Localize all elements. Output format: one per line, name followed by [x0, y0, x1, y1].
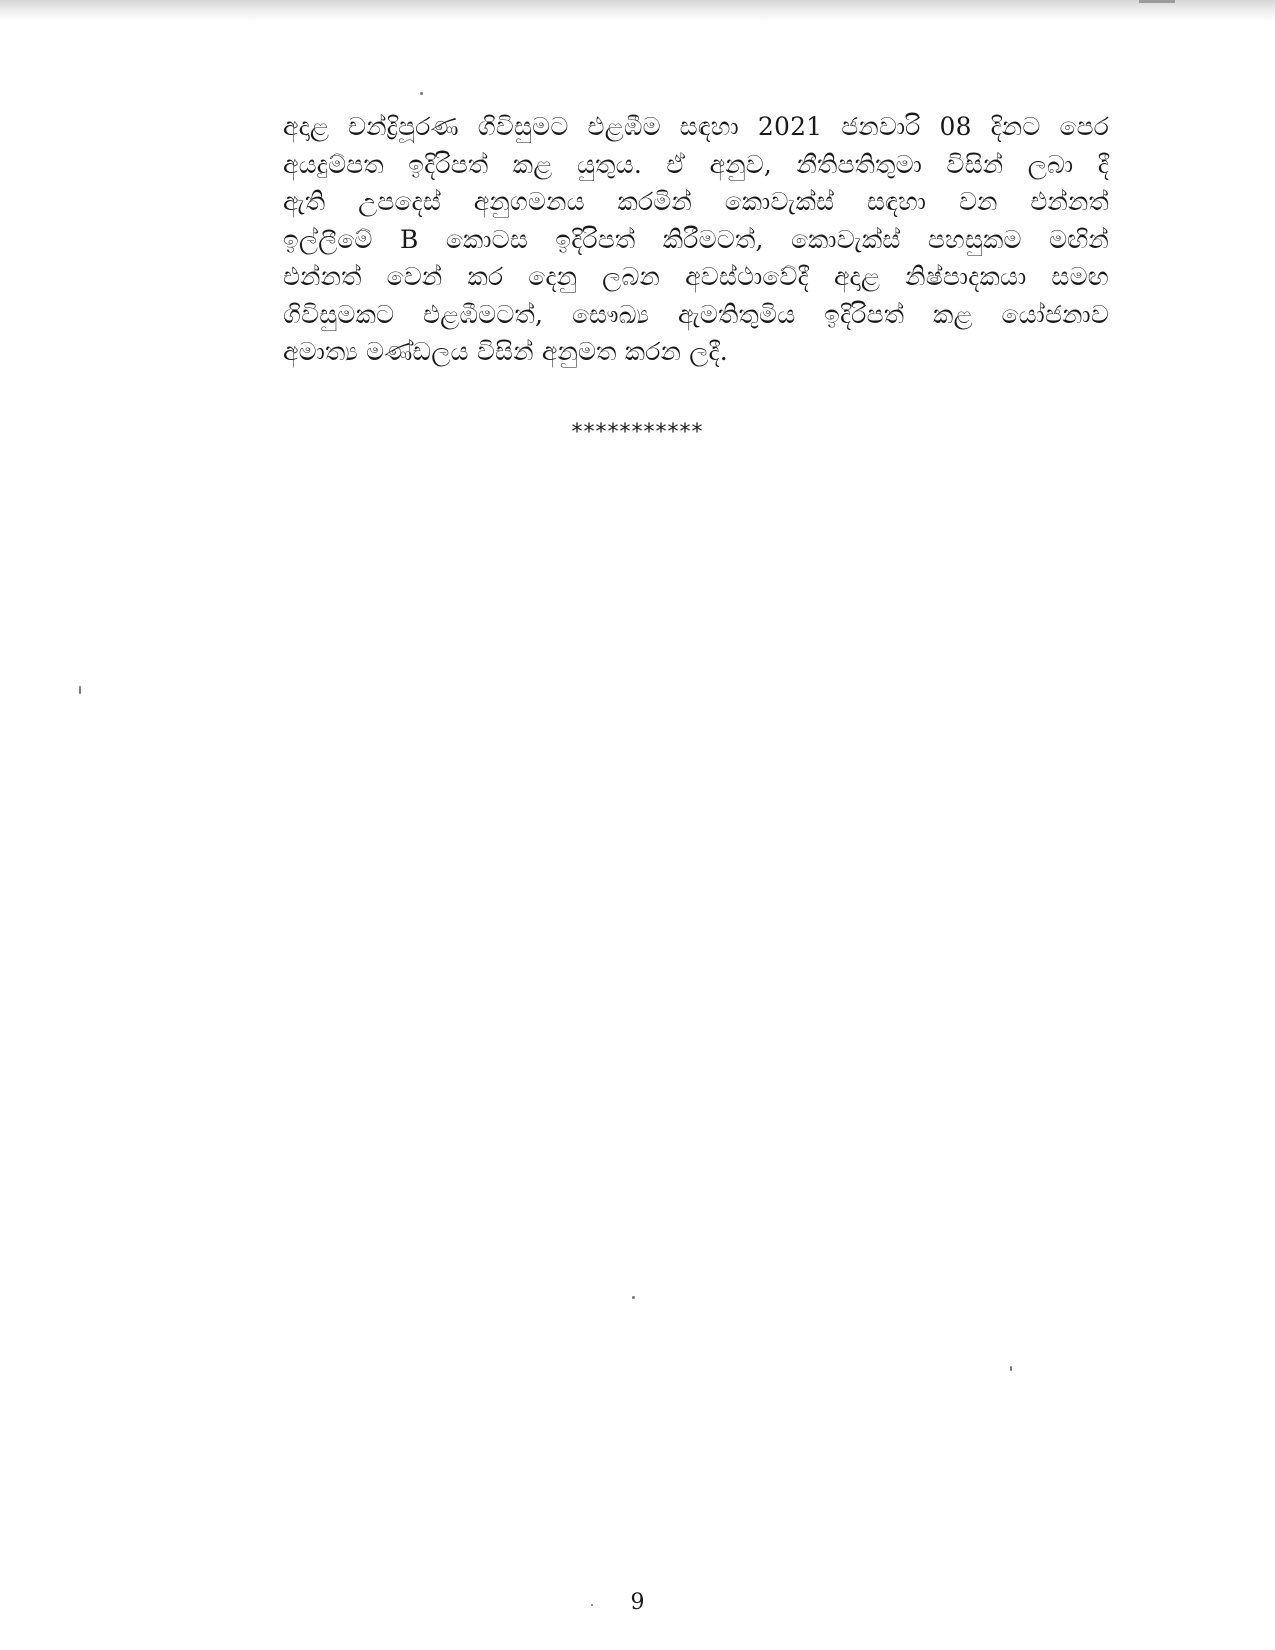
body-paragraph: [283, 108, 1109, 371]
paragraph-line: අමාත්‍ය මණ්ඩලය විසින් අනුමත කරන ලදී.: [283, 337, 728, 366]
paragraph-line: ගිවිසුමකට එළඹීමටත්, සෞඛ්‍ය ඇමතිතුමිය ඉදිරිපත් කළ යෝජනාව: [283, 299, 1109, 329]
paragraph-line: එන්නත් වෙන් කර දෙනු ලබන අවස්ථාවේදී අදාළ නිෂ්පාදකයා සමඟ: [283, 262, 1109, 291]
scan-speck: [1010, 1366, 1012, 1371]
page-number: 9: [630, 1590, 645, 1615]
scan-shadow: [0, 0, 1275, 22]
scan-speck: [632, 1296, 635, 1299]
paragraph-line: ඉල්ලීමේ B කොටස ඉදිරිපත් කිරීමටත්, කොවැක්ස් පහසුකම මඟින්: [283, 224, 1109, 254]
paragraph-line: අයදුම්පත ඉදිරිපත් කළ යුතුය. ඒ අනුව, නීතිපතිතුමා විසින් ලබා දී: [283, 149, 1109, 179]
scan-speck: [79, 686, 81, 694]
section-separator: ***********: [571, 420, 704, 445]
scan-corner-mark: [1139, 0, 1175, 9]
scan-speck: [420, 92, 423, 95]
paragraph-line: ඇති උපදෙස් අනුගමනය කරමින් කොවැක්ස් සඳහා වන එන්නත්: [283, 187, 1109, 216]
paragraph-line: අදාළ චන්ද්‍රිපූරණ ගිවිසුමට එළඹීම සඳහා 2021 ජනවාරි 08 දිනට පෙර: [283, 112, 1109, 141]
